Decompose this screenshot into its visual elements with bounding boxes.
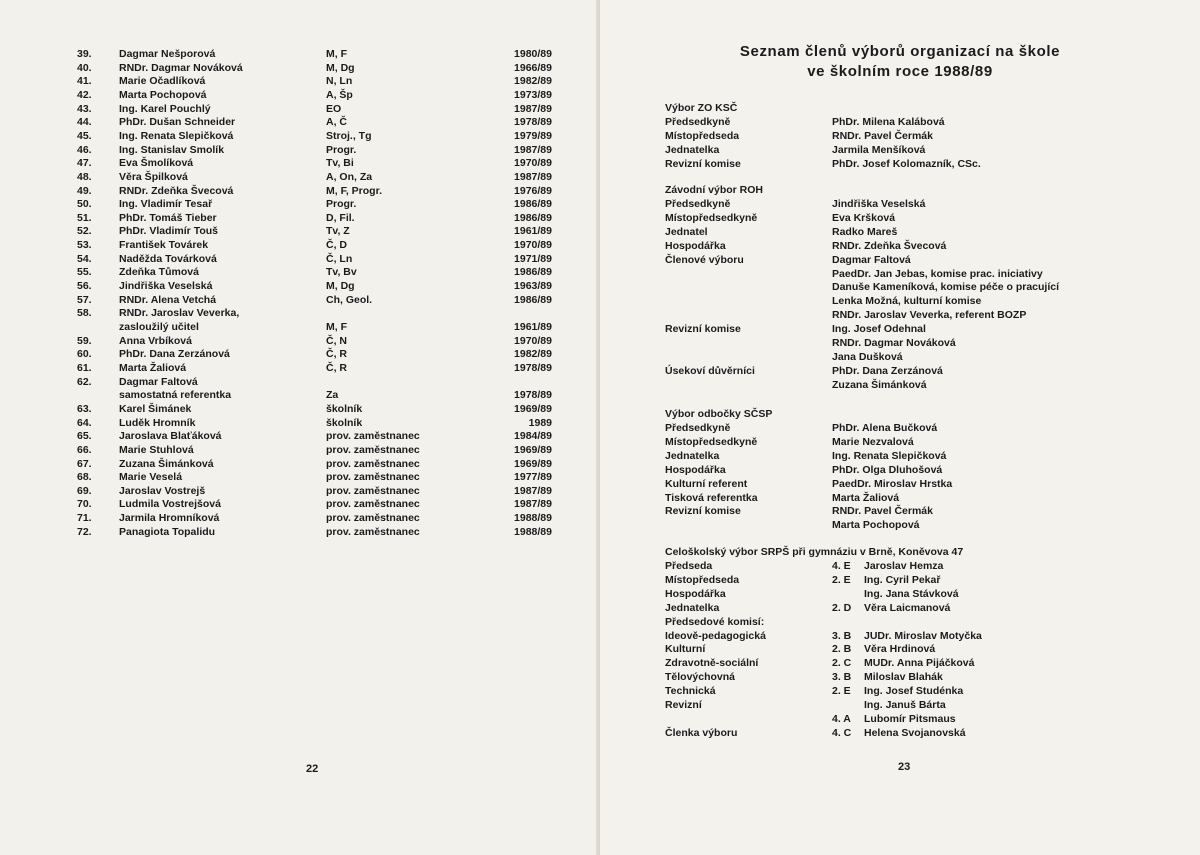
staff-years: 1989 <box>528 416 552 429</box>
staff-name: Marie Očadlíková <box>119 75 206 88</box>
member-name: Ing. Josef Studénka <box>864 685 964 698</box>
staff-name: samostatná referentka <box>119 389 232 402</box>
staff-row <box>0 211 600 225</box>
staff-subjects: Tv, Z <box>326 225 350 238</box>
staff-name: RNDr. Jaroslav Veverka, <box>119 307 240 320</box>
member-role: Předseda <box>665 560 713 572</box>
staff-name: PhDr. Tomáš Tieber <box>119 211 217 224</box>
section-heading: Závodní výbor ROH <box>665 184 764 196</box>
staff-years: 1977/89 <box>514 471 552 484</box>
staff-row <box>0 484 600 498</box>
row-number: 43. <box>77 102 92 115</box>
member-class: 2. E <box>832 685 851 698</box>
member-role: Revizní komise <box>665 157 741 170</box>
member-name: Lubomír Pitsmaus <box>864 712 956 725</box>
staff-row <box>0 47 600 61</box>
staff-row <box>0 102 600 116</box>
staff-name: Ing. Vladimír Tesař <box>119 198 213 211</box>
staff-subjects: Progr. <box>326 198 357 211</box>
member-role: Jednatelka <box>665 143 720 156</box>
staff-row <box>0 402 600 416</box>
staff-years: 1988/89 <box>514 525 552 538</box>
member-name: Jana Dušková <box>832 350 903 363</box>
staff-subjects: Č, N <box>326 334 347 347</box>
staff-years: 1987/89 <box>514 143 552 156</box>
staff-subjects: M, Dg <box>326 61 355 74</box>
staff-name: Jarmila Hromníková <box>119 512 220 525</box>
staff-row <box>0 238 600 252</box>
staff-subjects: školník <box>326 416 363 429</box>
staff-subjects: prov. zaměstnanec <box>326 471 420 484</box>
staff-subjects: Č, R <box>326 361 347 374</box>
member-name: RNDr. Pavel Čermák <box>832 505 933 518</box>
section-heading: Výbor odbočky SČSP <box>665 408 773 420</box>
member-role: Kulturní referent <box>665 477 748 490</box>
staff-years: 1980/89 <box>514 48 552 60</box>
staff-name: Ing. Renata Slepičková <box>119 129 234 142</box>
staff-subjects: prov. zaměstnanec <box>326 498 420 511</box>
staff-years: 1986/89 <box>514 198 552 211</box>
member-role: Revizní komise <box>665 323 741 336</box>
staff-years: 1969/89 <box>514 402 552 415</box>
staff-subjects: M, F <box>326 321 347 333</box>
row-number: 44. <box>77 116 92 129</box>
staff-row <box>0 293 600 307</box>
staff-years: 1970/89 <box>514 239 552 252</box>
row-number: 47. <box>77 157 92 170</box>
member-role: Předsedkyně <box>665 198 731 210</box>
staff-subjects: M, Dg <box>326 280 355 293</box>
member-role: Předsedkyně <box>665 422 731 434</box>
staff-years: 1984/89 <box>514 430 552 443</box>
staff-name: Marie Veselá <box>119 471 183 484</box>
staff-row <box>0 224 600 238</box>
member-role: Jednatelka <box>665 601 720 614</box>
row-number: 49. <box>77 184 92 197</box>
staff-years: 1970/89 <box>514 157 552 170</box>
staff-subjects: EO <box>326 102 342 115</box>
row-number: 61. <box>77 361 92 374</box>
member-name: Ing. Januš Bárta <box>864 699 946 711</box>
member-name: RNDr. Pavel Čermák <box>832 129 933 142</box>
staff-row <box>0 347 600 361</box>
row-number: 57. <box>77 293 92 306</box>
row-number: 48. <box>77 170 92 183</box>
staff-row <box>0 334 600 348</box>
staff-subjects: A, On, Za <box>326 170 373 183</box>
staff-name: František Továrek <box>119 239 209 252</box>
member-role: Tisková referentka <box>665 491 758 504</box>
row-number: 66. <box>77 443 92 456</box>
member-role: Členové výboru <box>665 253 744 266</box>
row-number: 60. <box>77 348 92 361</box>
staff-row <box>0 252 600 266</box>
member-role: Technická <box>665 685 716 698</box>
member-name: PhDr. Alena Bučková <box>832 422 938 434</box>
row-number: 53. <box>77 239 92 252</box>
staff-years: 1986/89 <box>514 266 552 279</box>
page-title-line-1: Seznam členů výborů organizací na škole <box>739 43 1061 60</box>
member-name: Jarmila Menšíková <box>832 143 926 156</box>
member-name: Ing. Jana Stávková <box>864 587 959 600</box>
staff-subjects: Stroj., Tg <box>326 129 372 142</box>
staff-subjects: Č, Ln <box>326 252 353 265</box>
member-class: 4. C <box>832 726 852 739</box>
member-name: PaedDr. Jan Jebas, komise prac. iniciativy <box>832 267 1043 280</box>
member-role: Tělovýchovná <box>665 671 736 684</box>
member-role: Kulturní <box>665 643 706 656</box>
staff-row <box>0 279 600 293</box>
row-number: 56. <box>77 280 92 293</box>
member-name: Zuzana Šimánková <box>832 378 927 391</box>
staff-name: Jaroslav Vostrejš <box>119 484 206 497</box>
member-name: Marie Nezvalová <box>832 435 914 448</box>
staff-name: Panagiota Topalidu <box>119 525 216 538</box>
member-role: Místopředseda <box>665 573 740 586</box>
member-role: Ideově-pedagogická <box>665 629 766 642</box>
staff-years: 1969/89 <box>514 457 552 470</box>
staff-row <box>0 88 600 102</box>
member-name: Věra Laicmanová <box>864 601 951 614</box>
page-title-line-2: ve školním roce 1988/89 <box>807 63 993 80</box>
staff-name: Marta Žaliová <box>119 361 187 374</box>
staff-row <box>0 388 600 402</box>
staff-years: 1982/89 <box>514 75 552 88</box>
staff-row <box>0 115 600 129</box>
staff-years: 1988/89 <box>514 512 552 525</box>
row-number: 72. <box>77 525 92 538</box>
staff-name: Marta Pochopová <box>119 88 207 101</box>
member-role: Místopředsedkyně <box>665 435 758 448</box>
staff-row <box>0 197 600 211</box>
member-name: Dagmar Faltová <box>832 253 911 266</box>
member-role: Revizní <box>665 699 702 711</box>
staff-subjects: prov. zaměstnanec <box>326 443 420 456</box>
member-role: Předsedové komisí: <box>665 615 765 628</box>
member-name: JUDr. Miroslav Motyčka <box>864 629 982 642</box>
staff-years: 1961/89 <box>514 321 552 333</box>
staff-years: 1987/89 <box>514 170 552 183</box>
row-number: 69. <box>77 484 92 497</box>
row-number: 63. <box>77 402 92 415</box>
staff-row <box>0 306 600 320</box>
staff-name: PhDr. Dušan Schneider <box>119 116 236 129</box>
staff-name: Karel Šimánek <box>119 402 192 415</box>
staff-name: Věra Špilková <box>119 170 188 183</box>
staff-row <box>0 74 600 88</box>
member-class: 2. C <box>832 657 852 670</box>
staff-name: Jindřiška Veselská <box>119 280 213 293</box>
staff-subjects: prov. zaměstnanec <box>326 484 420 497</box>
staff-years: 1961/89 <box>514 225 552 238</box>
staff-name: RNDr. Dagmar Nováková <box>119 61 243 74</box>
staff-name: PhDr. Dana Zerzánová <box>119 348 230 361</box>
row-number: 62. <box>77 375 92 388</box>
member-name: Ing. Renata Slepičková <box>832 449 947 462</box>
member-role: Místopředseda <box>665 129 740 142</box>
staff-subjects: M, F, Progr. <box>326 184 383 197</box>
staff-years: 1979/89 <box>514 129 552 142</box>
row-number: 58. <box>77 307 92 320</box>
staff-subjects: Tv, Bi <box>326 157 354 170</box>
row-number: 70. <box>77 498 92 511</box>
member-role: Jednatel <box>665 225 708 238</box>
member-name: Ing. Cyril Pekař <box>864 573 941 586</box>
staff-subjects: D, Fil. <box>326 211 355 224</box>
staff-row <box>0 265 600 279</box>
member-class: 2. D <box>832 601 852 614</box>
staff-row <box>0 170 600 184</box>
row-number: 42. <box>77 88 92 101</box>
staff-subjects: prov. zaměstnanec <box>326 457 420 470</box>
staff-years: 1978/89 <box>514 389 552 402</box>
staff-row <box>0 443 600 457</box>
staff-row <box>0 320 600 334</box>
staff-name: Zdeňka Tůmová <box>119 266 199 279</box>
staff-years: 1986/89 <box>514 211 552 224</box>
staff-row <box>0 375 600 389</box>
member-name: MUDr. Anna Pijáčková <box>864 657 975 670</box>
member-name: Radko Mareš <box>832 225 898 238</box>
member-name: PhDr. Josef Kolomazník, CSc. <box>832 157 981 170</box>
staff-years: 1966/89 <box>514 61 552 74</box>
staff-name: Anna Vrbíková <box>119 334 192 347</box>
member-role: Předsedkyně <box>665 116 731 128</box>
staff-name: RNDr. Zdeňka Švecová <box>119 184 234 197</box>
staff-subjects: A, Č <box>326 116 347 129</box>
staff-subjects: Č, R <box>326 348 347 361</box>
row-number: 55. <box>77 266 92 279</box>
member-class: 3. B <box>832 671 852 684</box>
member-name: PhDr. Olga Dluhošová <box>832 463 943 476</box>
member-name: PhDr. Milena Kalábová <box>832 116 945 128</box>
staff-years: 1976/89 <box>514 184 552 197</box>
staff-subjects: Č, D <box>326 239 347 252</box>
member-role: Hospodářka <box>665 587 726 600</box>
page-number-left: 22 <box>306 763 319 775</box>
member-role: Revizní komise <box>665 505 741 518</box>
row-number: 54. <box>77 252 92 265</box>
staff-row <box>0 361 600 375</box>
staff-row <box>0 525 600 539</box>
staff-name: zasloužilý učitel <box>119 321 199 333</box>
member-name: PaedDr. Miroslav Hrstka <box>832 477 953 490</box>
staff-years: 1987/89 <box>514 498 552 511</box>
staff-subjects: Progr. <box>326 143 357 156</box>
staff-name: Luděk Hromník <box>119 416 196 429</box>
staff-row <box>0 457 600 471</box>
staff-subjects: Za <box>326 389 339 402</box>
staff-name: Eva Šmolíková <box>119 157 194 170</box>
row-number: 46. <box>77 143 92 156</box>
member-role: Členka výboru <box>665 726 738 739</box>
staff-row <box>0 61 600 75</box>
member-name: Marta Pochopová <box>832 519 920 532</box>
row-number: 40. <box>77 61 92 74</box>
staff-years: 1987/89 <box>514 484 552 497</box>
member-name: RNDr. Dagmar Nováková <box>832 337 956 349</box>
staff-subjects: Ch, Geol. <box>326 293 373 306</box>
staff-subjects: Tv, Bv <box>326 266 357 279</box>
row-number: 65. <box>77 430 92 443</box>
staff-row <box>0 143 600 157</box>
staff-years: 1987/89 <box>514 102 552 115</box>
member-name: Ing. Josef Odehnal <box>832 323 926 336</box>
staff-row <box>0 497 600 511</box>
member-name: PhDr. Dana Zerzánová <box>832 364 943 377</box>
staff-name: Ing. Karel Pouchlý <box>119 102 211 115</box>
staff-years: 1982/89 <box>514 348 552 361</box>
member-class: 2. E <box>832 573 851 586</box>
staff-years: 1978/89 <box>514 361 552 374</box>
staff-row <box>0 511 600 525</box>
row-number: 39. <box>77 48 92 60</box>
member-role: Zdravotně-sociální <box>665 657 759 670</box>
row-number: 41. <box>77 75 92 88</box>
staff-subjects: školník <box>326 402 363 415</box>
section-heading: Výbor ZO KSČ <box>665 102 738 114</box>
staff-subjects: prov. zaměstnanec <box>326 525 420 538</box>
page-number-right: 23 <box>898 761 911 773</box>
staff-name: Ludmila Vostrejšová <box>119 498 221 511</box>
staff-name: Ing. Stanislav Smolík <box>119 143 225 156</box>
staff-name: Marie Stuhlová <box>119 443 194 456</box>
member-name: Eva Kršková <box>832 211 896 224</box>
row-number: 68. <box>77 471 92 484</box>
staff-years: 1986/89 <box>514 293 552 306</box>
member-name: Miloslav Blahák <box>864 671 943 684</box>
row-number: 67. <box>77 457 92 470</box>
member-role: Místopředsedkyně <box>665 211 758 224</box>
row-number: 50. <box>77 198 92 211</box>
staff-subjects: N, Ln <box>326 75 353 88</box>
row-number: 71. <box>77 512 92 525</box>
row-number: 59. <box>77 334 92 347</box>
staff-years: 1969/89 <box>514 443 552 456</box>
row-number: 45. <box>77 129 92 142</box>
staff-row <box>0 416 600 430</box>
member-name: Danuše Kameníková, komise péče o pracující <box>832 281 1060 294</box>
staff-name: Dagmar Faltová <box>119 375 198 388</box>
section-heading: Celoškolský výbor SRPŠ při gymnáziu v Brně, Koněvova 47 <box>665 546 964 558</box>
staff-row <box>0 129 600 143</box>
member-class: 4. A <box>832 712 851 725</box>
staff-subjects: prov. zaměstnanec <box>326 430 420 443</box>
member-role: Úsekoví důvěrníci <box>665 364 755 377</box>
member-name: Helena Svojanovská <box>864 726 966 739</box>
staff-years: 1973/89 <box>514 88 552 101</box>
staff-years: 1978/89 <box>514 116 552 129</box>
member-class: 4. E <box>832 560 851 572</box>
staff-subjects: A, Šp <box>326 88 353 101</box>
staff-years: 1971/89 <box>514 252 552 265</box>
staff-years: 1970/89 <box>514 334 552 347</box>
staff-name: RNDr. Alena Vetchá <box>119 293 217 306</box>
staff-name: Zuzana Šimánková <box>119 457 214 470</box>
member-class: 2. B <box>832 643 852 656</box>
member-name: Lenka Možná, kulturní komise <box>832 295 982 308</box>
staff-subjects: prov. zaměstnanec <box>326 512 420 525</box>
member-role: Hospodářka <box>665 463 726 476</box>
member-role: Hospodářka <box>665 239 726 252</box>
staff-row <box>0 429 600 443</box>
member-name: RNDr. Zdeňka Švecová <box>832 239 947 252</box>
row-number: 64. <box>77 416 92 429</box>
row-number: 51. <box>77 211 92 224</box>
row-number: 52. <box>77 225 92 238</box>
member-class: 3. B <box>832 629 852 642</box>
staff-row <box>0 156 600 170</box>
member-name: Věra Hrdinová <box>864 643 936 656</box>
member-name: Jindřiška Veselská <box>832 198 926 210</box>
staff-row <box>0 184 600 198</box>
member-name: RNDr. Jaroslav Veverka, referent BOZP <box>832 309 1027 322</box>
staff-subjects: M, F <box>326 48 347 60</box>
staff-years: 1963/89 <box>514 280 552 293</box>
staff-name: PhDr. Vladimír Touš <box>119 225 218 238</box>
staff-name: Jaroslava Blaťáková <box>119 430 222 443</box>
member-name: Marta Žaliová <box>832 491 900 504</box>
member-role: Jednatelka <box>665 449 720 462</box>
staff-name: Naděžda Továrková <box>119 252 217 265</box>
staff-name: Dagmar Nešporová <box>119 48 216 60</box>
staff-row <box>0 470 600 484</box>
member-name: Jaroslav Hemza <box>864 560 944 572</box>
